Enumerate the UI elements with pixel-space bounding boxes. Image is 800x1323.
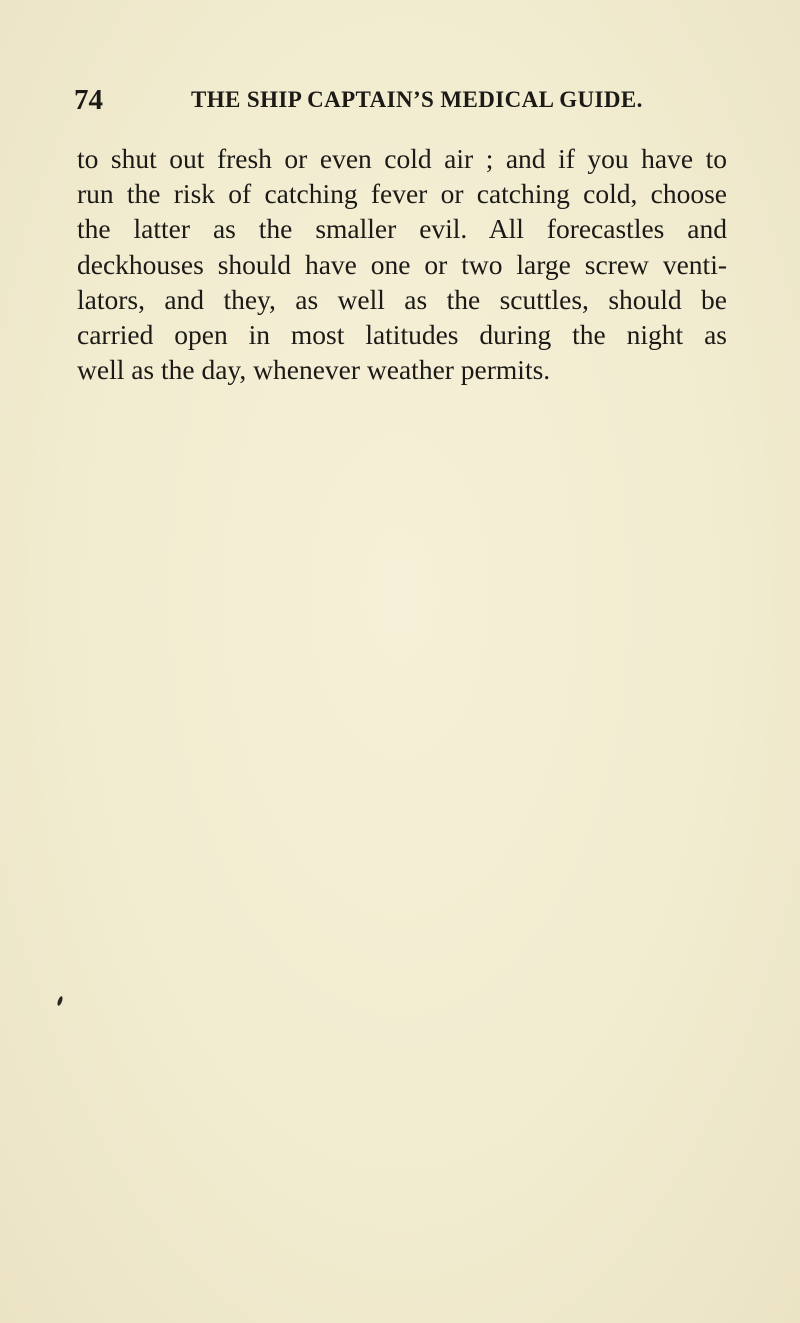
text-line: carried open in most latitudes during the night as — [77, 318, 727, 350]
page-header — [74, 82, 728, 118]
page-number: 74 — [74, 84, 103, 116]
running-head: THE SHIP CAPTAIN’S MEDICAL GUIDE. — [191, 87, 643, 112]
text-line: deckhouses should have one or two large screw venti- — [77, 248, 727, 280]
ink-speck — [56, 996, 63, 1007]
text-line: run the risk of catching fever or catching cold, choose — [77, 178, 727, 210]
text-line: to shut out fresh or even cold air ; and if you have to — [77, 143, 727, 174]
text-line: the latter as the smaller evil. All forecastles and — [77, 213, 727, 245]
text-line: well as the day, whenever weather permits. — [77, 354, 551, 386]
body-paragraph — [77, 141, 727, 387]
text-line: lators, and they, as well as the scuttles, should be — [77, 283, 727, 315]
